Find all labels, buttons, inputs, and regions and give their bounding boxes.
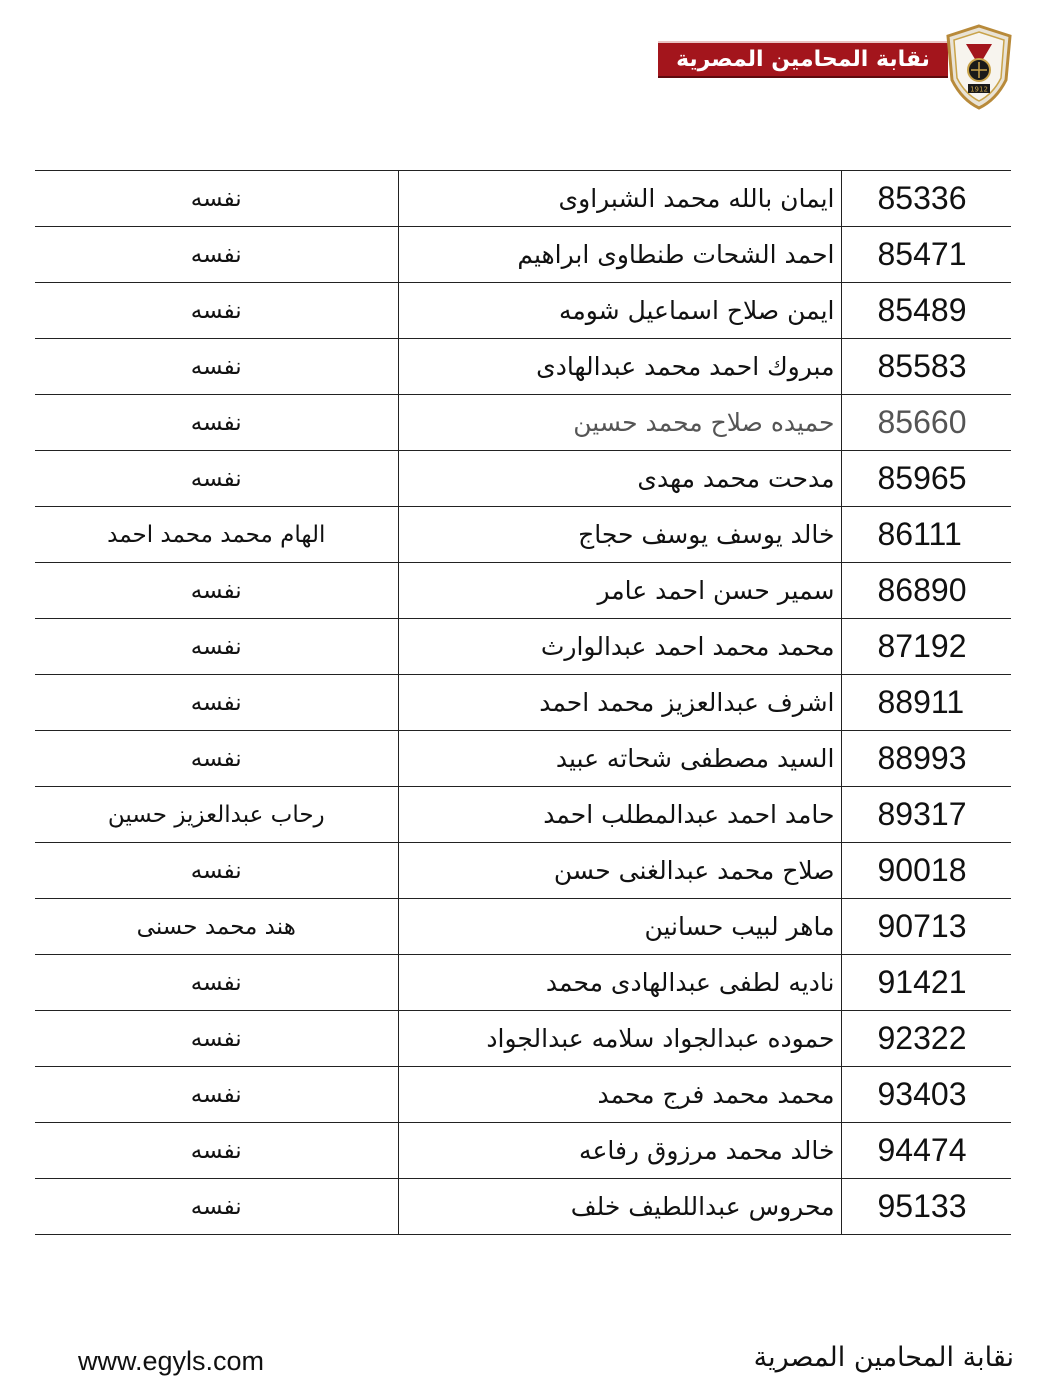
syndicate-logo-icon xyxy=(944,24,1014,110)
member-name-cell: محمد محمد احمد عبدالوارث xyxy=(398,619,841,675)
member-name-cell: محروس عبداللطيف خلف xyxy=(398,1179,841,1235)
member-name-cell: اشرف عبدالعزيز محمد احمد xyxy=(398,675,841,731)
guardian-cell: نفسه xyxy=(35,171,398,227)
member-number-cell: 94474 xyxy=(877,1132,967,1168)
guardian-cell: نفسه xyxy=(35,1067,398,1123)
members-table-body xyxy=(35,171,1011,1235)
table-row xyxy=(35,227,1011,283)
guardian-cell: نفسه xyxy=(35,1179,398,1235)
table-row xyxy=(35,339,1011,395)
member-number-cell: 86111 xyxy=(877,516,962,552)
member-number-cell: 85583 xyxy=(877,348,967,384)
member-number-cell: 85471 xyxy=(877,236,967,272)
member-name-cell: خالد يوسف يوسف حجاج xyxy=(398,507,841,563)
table-row xyxy=(35,395,1011,451)
member-number-cell: 86890 xyxy=(877,572,967,608)
guardian-cell: نفسه xyxy=(35,283,398,339)
member-name-cell: سمير حسن احمد عامر xyxy=(398,563,841,619)
table-row xyxy=(35,1067,1011,1123)
logo-year: 1912 xyxy=(970,85,988,94)
members-table xyxy=(35,170,1011,1235)
member-number-cell: 88911 xyxy=(877,684,965,720)
member-number-cell: 90713 xyxy=(877,908,967,944)
member-number-cell: 91421 xyxy=(877,964,967,1000)
member-number-cell: 89317 xyxy=(877,796,967,832)
member-name-cell: حموده عبدالجواد سلامه عبدالجواد xyxy=(398,1011,841,1067)
table-row xyxy=(35,1123,1011,1179)
table-row xyxy=(35,619,1011,675)
guardian-cell: نفسه xyxy=(35,563,398,619)
member-name-cell: ناديه لطفى عبدالهادى محمد xyxy=(398,955,841,1011)
table-row xyxy=(35,171,1011,227)
guardian-cell: نفسه xyxy=(35,1011,398,1067)
member-name-cell: ايمان بالله محمد الشبراوى xyxy=(398,171,841,227)
member-name-cell: صلاح محمد عبدالغنى حسن xyxy=(398,843,841,899)
member-number-cell: 85965 xyxy=(877,460,967,496)
member-name-cell: حميده صلاح محمد حسين xyxy=(398,395,841,451)
member-number-cell: 85660 xyxy=(877,404,967,440)
table-row xyxy=(35,507,1011,563)
member-number-cell: 88993 xyxy=(877,740,967,776)
header-org-name: نقابة المحامين المصرية xyxy=(676,47,930,72)
member-name-cell: السيد مصطفى شحاته عبيد xyxy=(398,731,841,787)
guardian-cell: الهام محمد محمد احمد xyxy=(35,507,398,563)
member-number-cell: 92322 xyxy=(877,1020,967,1056)
member-name-cell: احمد الشحات طنطاوى ابراهيم xyxy=(398,227,841,283)
table-row xyxy=(35,787,1011,843)
header-org-banner xyxy=(658,41,948,78)
table-row xyxy=(35,1011,1011,1067)
guardian-cell: هند محمد حسنى xyxy=(35,899,398,955)
guardian-cell: نفسه xyxy=(35,731,398,787)
guardian-cell: نفسه xyxy=(35,1123,398,1179)
footer-website-link[interactable]: www.egyls.com xyxy=(78,1346,265,1376)
guardian-cell: رحاب عبدالعزيز حسين xyxy=(35,787,398,843)
member-name-cell: ماهر لبيب حسانين xyxy=(398,899,841,955)
member-number-cell: 95133 xyxy=(877,1188,967,1224)
page-header xyxy=(654,24,1014,114)
table-row xyxy=(35,955,1011,1011)
guardian-cell: نفسه xyxy=(35,395,398,451)
member-name-cell: حامد احمد عبدالمطلب احمد xyxy=(398,787,841,843)
member-name-cell: محمد محمد فرج محمد xyxy=(398,1067,841,1123)
table-row xyxy=(35,563,1011,619)
guardian-cell: نفسه xyxy=(35,227,398,283)
guardian-cell: نفسه xyxy=(35,339,398,395)
guardian-cell: نفسه xyxy=(35,675,398,731)
table-row xyxy=(35,899,1011,955)
member-number-cell: 90018 xyxy=(877,852,967,888)
table-row xyxy=(35,731,1011,787)
member-number-cell: 93403 xyxy=(877,1076,967,1112)
guardian-cell: نفسه xyxy=(35,843,398,899)
guardian-cell: نفسه xyxy=(35,955,398,1011)
member-number-cell: 85489 xyxy=(877,292,967,328)
footer-org-name: نقابة المحامين المصرية xyxy=(753,1342,1014,1373)
guardian-cell: نفسه xyxy=(35,451,398,507)
table-row xyxy=(35,283,1011,339)
member-name-cell: ايمن صلاح اسماعيل شومه xyxy=(398,283,841,339)
member-number-cell: 87192 xyxy=(877,628,967,664)
table-row xyxy=(35,843,1011,899)
member-name-cell: مدحت محمد مهدى xyxy=(398,451,841,507)
member-name-cell: مبروك احمد محمد عبدالهادى xyxy=(398,339,841,395)
table-row xyxy=(35,675,1011,731)
guardian-cell: نفسه xyxy=(35,619,398,675)
member-name-cell: خالد محمد مرزوق رفاعه xyxy=(398,1123,841,1179)
table-row xyxy=(35,1179,1011,1235)
member-number-cell: 85336 xyxy=(877,180,967,216)
table-row xyxy=(35,451,1011,507)
